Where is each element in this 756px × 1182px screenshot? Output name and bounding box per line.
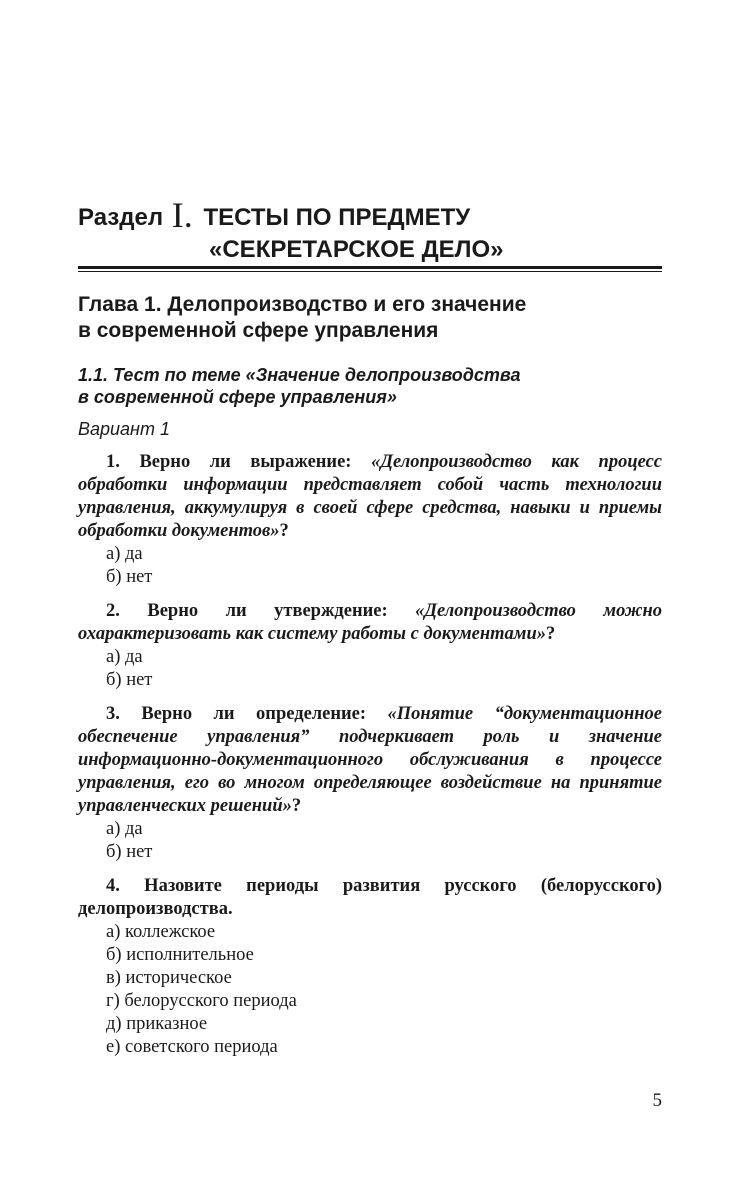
question-text <box>78 875 662 921</box>
subsection-title-line2: в современной сфере управления» <box>78 387 397 407</box>
section-numeral: I. <box>171 195 193 235</box>
answer-option: а) да <box>106 544 143 564</box>
question-text <box>78 600 662 646</box>
question-mark: ? <box>546 624 556 644</box>
subsection-title-line1: 1.1. Тест по теме «Значение делопроизводства <box>78 365 521 385</box>
answer-option: д) приказное <box>106 1014 208 1034</box>
answer-option: б) нет <box>106 567 153 587</box>
question-3 <box>78 703 662 864</box>
answer-option: а) коллежское <box>106 922 216 942</box>
section-heading-line1 <box>78 195 662 235</box>
answer-option: б) нет <box>106 670 153 690</box>
question-text <box>78 451 662 543</box>
question-mark: ? <box>279 521 289 541</box>
question-lead: 4. Назовите периоды развития русского (белорусского) делопроизводства. <box>78 876 662 919</box>
question-4 <box>78 875 662 1059</box>
chapter-title-line1: Глава 1. Делопроизводство и его значение <box>78 293 527 316</box>
answer-option: а) да <box>106 647 143 667</box>
variant-label: Вариант 1 <box>78 419 170 439</box>
answer-option: а) да <box>106 819 143 839</box>
answer-option: е) советского периода <box>106 1037 278 1057</box>
section-rule-thick <box>78 266 662 269</box>
question-quote: «Делопроизводство как процесс обработки информации представляет собой часть технологии управления, аккумулируя в своей сфере средства, навыки и приемы обработки документов» <box>78 452 662 541</box>
section-title-line1: ТЕСТЫ ПО ПРЕДМЕТУ <box>203 204 471 231</box>
chapter-title <box>78 292 662 344</box>
answer-option: в) историческое <box>106 968 232 988</box>
answer-option: г) белорусского периода <box>106 991 297 1011</box>
question-text <box>78 703 662 818</box>
question-mark: ? <box>291 796 302 816</box>
question-lead: 3. Верно ли определение: <box>106 704 367 724</box>
page-number: 5 <box>652 1090 662 1111</box>
section-label: Раздел <box>78 204 164 231</box>
chapter-title-line2: в современной сфере управления <box>78 319 439 342</box>
section-title-line2: «СЕКРЕТАРСКОЕ ДЕЛО» <box>209 236 504 263</box>
subsection-title <box>78 364 662 408</box>
question-lead: 2. Верно ли утверждение: <box>106 601 388 621</box>
section-heading <box>78 195 662 265</box>
question-1 <box>78 451 662 589</box>
answer-option: б) нет <box>106 842 153 862</box>
section-rule-thin <box>78 271 662 272</box>
question-quote: «Понятие “документационное обеспечение управления” подчеркивает роль и значение информационно-документационного обслуживания в процессе управления, его во многом определяющее воздействие на принятие управленческих решений» <box>78 704 663 816</box>
question-lead: 1. Верно ли выражение: <box>106 452 352 472</box>
question-quote: «Делопроизводство можно охарактеризовать как систему работы с документами» <box>78 601 663 644</box>
answer-option: б) исполнительное <box>106 945 254 965</box>
question-list <box>78 451 662 1070</box>
question-2 <box>78 600 662 692</box>
